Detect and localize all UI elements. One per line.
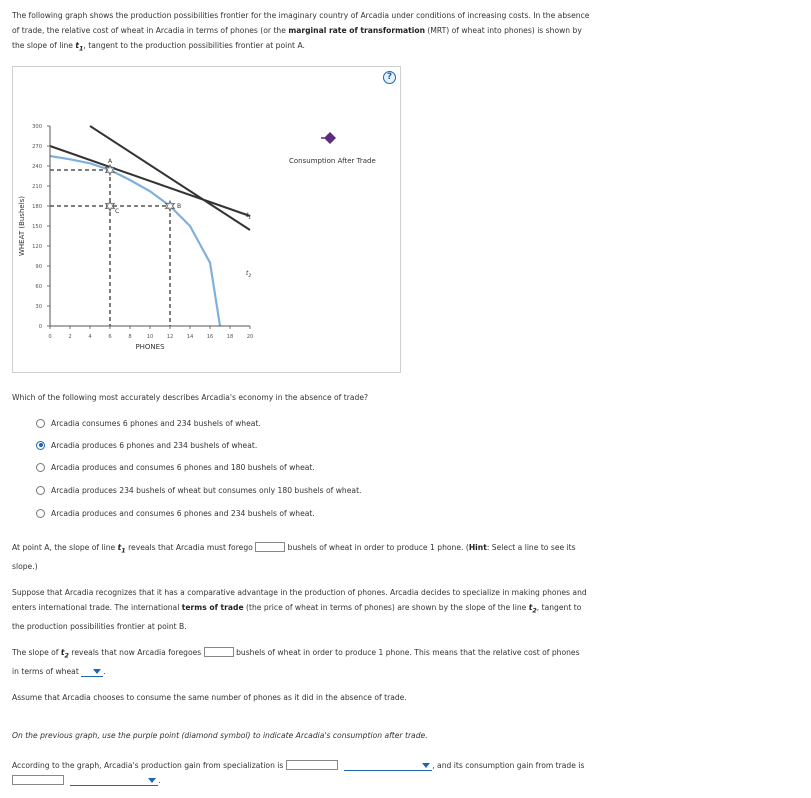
intro-text-c: , tangent to the production possibilities frontier at point A.	[83, 41, 305, 50]
x-tick-label: 0	[48, 334, 52, 340]
radio-option-3[interactable]	[36, 463, 45, 472]
chevron-down-icon	[148, 778, 156, 783]
y-tick-label: 300	[32, 124, 42, 130]
q2-t1-symbol: t	[117, 543, 122, 552]
x-tick-label: 2	[68, 334, 72, 340]
intro-text-b: (MRT) of wheat into phones) is shown by the slope of line	[12, 26, 582, 50]
y-tick-label: 90	[35, 264, 42, 270]
consumption-gain-input[interactable]	[12, 775, 64, 785]
t1-symbol: t	[75, 41, 79, 50]
t2-label: $t_2$	[246, 270, 252, 279]
q2-t1-symbol-sub: 1	[121, 547, 126, 555]
q4-text-c: bushels of wheat in order to produce 1 phone. This means that the relative cost of phones in terms of wheat	[12, 648, 580, 676]
option-3-label: Arcadia produces and consumes 6 phones and 180 bushels of wheat.	[51, 463, 315, 472]
option-5-label: Arcadia produces and consumes 6 phones and 234 bushels of wheat.	[51, 509, 315, 518]
y-tick-label: 270	[32, 144, 42, 150]
radio-option-4[interactable]	[36, 486, 45, 495]
radio-option-1[interactable]	[36, 419, 45, 428]
x-tick-label: 12	[166, 334, 174, 340]
production-gain-dropdown[interactable]	[344, 761, 432, 771]
option-4-label: Arcadia produces 234 bushels of wheat but consumes only 180 bushels of wheat.	[51, 486, 362, 495]
q3-text-b: (the price of wheat in terms of phones) are shown by the slope of the line	[246, 603, 527, 612]
question1-prompt: Which of the following most accurately describes Arcadia's economy in the absence of trade?	[12, 393, 369, 402]
ppf-chart[interactable]	[0, 0, 811, 380]
q3-t2-symbol: t	[528, 603, 533, 612]
question2	[12, 540, 587, 574]
purple-diamond-icon[interactable]	[324, 132, 336, 144]
option-1-label: Arcadia consumes 6 phones and 234 bushels of wheat.	[51, 419, 261, 428]
x-tick-label: 14	[186, 334, 194, 340]
q4-text-d: .	[103, 666, 106, 676]
q2-text-d: : Select a line to see its slope.)	[12, 543, 576, 571]
point-c-label: C	[115, 208, 120, 215]
point-b-label: B	[177, 203, 182, 210]
q3-text-c: , tangent to the production possibilities frontier at point B.	[12, 603, 582, 631]
intro-text: The following graph shows the production possibilities frontier for the imaginary country of Arcadia under conditions of increasing costs. In the absence of trade, the relative cost of wheat in Arcadia in terms of phones (or the	[12, 11, 590, 35]
radio-option-5[interactable]	[36, 509, 45, 518]
x-tick-label: 18	[226, 334, 234, 340]
question4	[12, 645, 587, 679]
t1-label: $t_1$	[246, 212, 252, 221]
x-tick-label: 16	[206, 334, 214, 340]
ppf-curve	[50, 156, 220, 326]
question7	[12, 758, 602, 788]
x-axis-label: PHONES	[135, 343, 165, 351]
relative-cost-dropdown[interactable]	[81, 666, 106, 677]
x-tick-label: 6	[108, 334, 112, 340]
help-button[interactable]: ?	[383, 71, 396, 84]
q4-text-a: The slope of	[12, 648, 59, 657]
question5: Assume that Arcadia chooses to consume the same number of phones as it did in the absence of trade.	[12, 693, 407, 702]
q4-text-b: reveals that now Arcadia foregoes	[71, 648, 202, 657]
production-gain-input[interactable]	[286, 760, 338, 770]
y-tick-label: 210	[32, 184, 42, 190]
y-tick-label: 180	[32, 204, 42, 210]
forego-input[interactable]	[255, 542, 285, 552]
legend-label: Consumption After Trade	[289, 157, 376, 165]
option-3[interactable]	[36, 462, 315, 474]
x-tick-label: 10	[146, 334, 154, 340]
y-tick-label: 30	[35, 304, 42, 310]
radio-option-2[interactable]	[36, 441, 45, 450]
chevron-down-icon	[93, 669, 101, 674]
q2-text-b: reveals that Arcadia must forego	[128, 543, 253, 552]
q3-t2-symbol-sub: 2	[532, 607, 537, 615]
y-tick-label: 240	[32, 164, 42, 170]
chevron-down-icon	[422, 763, 430, 768]
q4-t2-symbol-sub: 2	[64, 652, 69, 660]
purple-diamond-tool[interactable]	[321, 132, 336, 144]
option-1[interactable]	[36, 418, 261, 430]
x-tick-label: 8	[128, 334, 132, 340]
y-tick-label: 0	[38, 324, 42, 330]
option-2[interactable]	[36, 440, 257, 452]
option-4[interactable]	[36, 485, 361, 497]
question6: On the previous graph, use the purple point (diamond symbol) to indicate Arcadia's consumption after trade.	[12, 731, 428, 740]
q4-t2-symbol: t	[60, 648, 65, 657]
x-tick-label: 20	[246, 334, 254, 340]
point-c-marker[interactable]	[106, 201, 115, 211]
q7-text-b: , and its consumption gain from trade is	[432, 761, 585, 770]
intro-bold-term: marginal rate of transformation	[288, 26, 425, 35]
q7-text-c: .	[158, 776, 161, 785]
foregoes-input[interactable]	[204, 647, 234, 657]
question3	[12, 585, 587, 634]
q3-text-a: Suppose that Arcadia recognizes that it has a comparative advantage in the production of phones. Arcadia decides to specialize in making phones and enters international trade. The international	[12, 588, 587, 612]
point-a-label: A	[108, 158, 113, 165]
t1-symbol-sub: 1	[79, 45, 84, 53]
terms-of-trade-bold: terms of trade	[181, 603, 244, 612]
hint-label: Hint	[468, 543, 487, 552]
y-tick-label: 60	[35, 284, 42, 290]
x-tick-label: 4	[88, 334, 92, 340]
y-tick-label: 120	[32, 244, 42, 250]
consumption-gain-dropdown[interactable]	[70, 776, 161, 786]
q2-text-a: At point A, the slope of line	[12, 543, 116, 552]
option-5[interactable]	[36, 508, 315, 520]
q7-text-a: According to the graph, Arcadia's production gain from specialization is	[12, 761, 284, 770]
y-axis-label: WHEAT (Bushels)	[18, 195, 26, 257]
q2-text-c: bushels of wheat in order to produce 1 phone. (	[287, 543, 469, 552]
option-2-label: Arcadia produces 6 phones and 234 bushels of wheat.	[51, 441, 258, 450]
y-tick-label: 150	[32, 224, 42, 230]
